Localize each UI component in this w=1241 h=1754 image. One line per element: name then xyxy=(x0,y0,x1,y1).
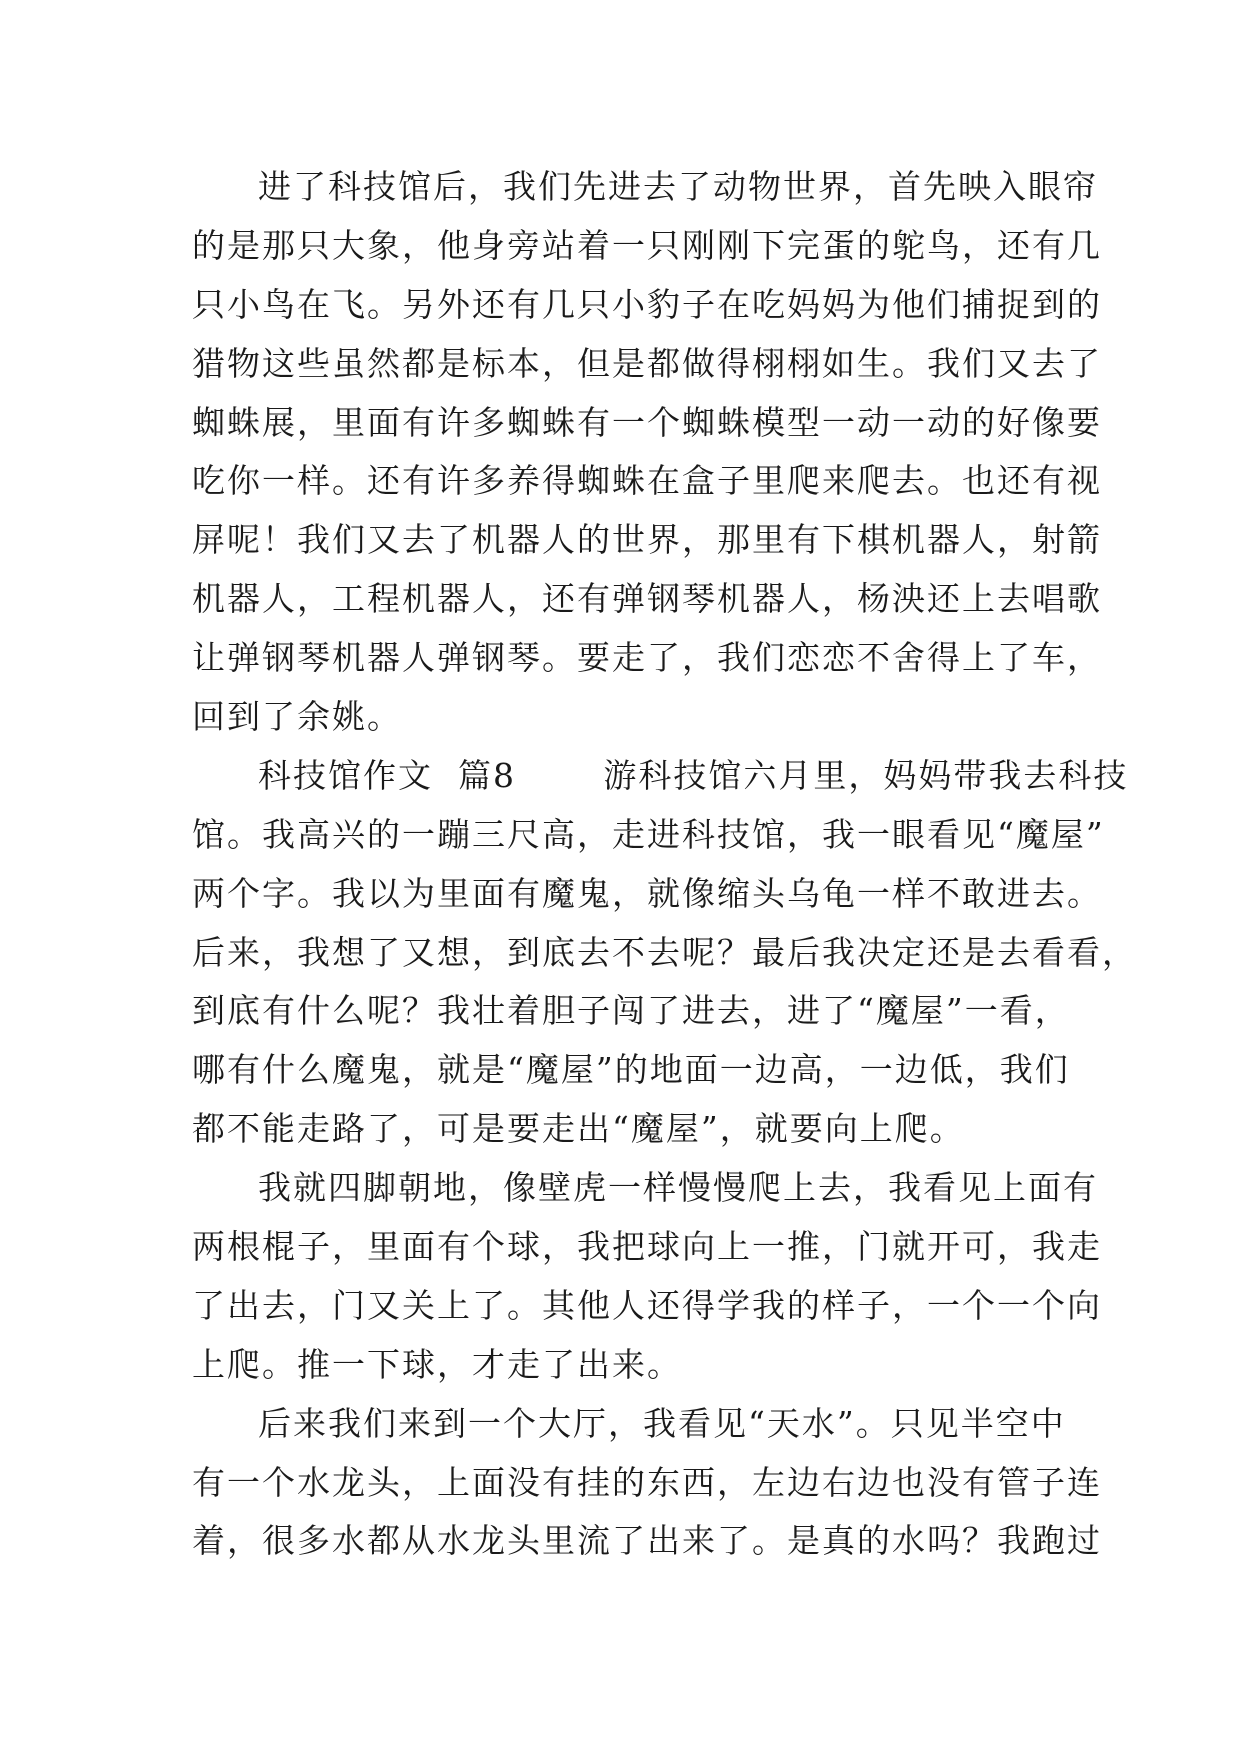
body-text xyxy=(192,158,1137,1571)
text-line: 屏呢！我们又去了机器人的世界，那里有下棋机器人，射箭 xyxy=(192,520,1102,560)
text-line: 有一个水龙头，上面没有挂的东西，左边右边也没有管子连 xyxy=(192,1462,1102,1502)
text-line: 吃你一样。还有许多养得蜘蛛在盒子里爬来爬去。也还有视 xyxy=(192,461,1102,501)
text-line: 我就四脚朝地，像壁虎一样慢慢爬上去，我看见上面有 xyxy=(258,1168,1098,1208)
text-line: 着，很多水都从水龙头里流了出来了。是真的水吗？我跑过 xyxy=(192,1521,1102,1561)
text-line: 到底有什么呢？我壮着胆子闯了进去，进了“魔屋”一看， xyxy=(192,991,1070,1031)
text-line: 回到了余姚。 xyxy=(192,697,402,737)
section-heading-line: 科技馆作文 篇8 游科技馆六月里，妈妈带我去科技 xyxy=(258,755,1129,795)
text-line: 蜘蛛展，里面有许多蜘蛛有一个蜘蛛模型一动一动的好像要 xyxy=(192,402,1102,442)
text-line: 的是那只大象，他身旁站着一只刚刚下完蛋的鸵鸟，还有几 xyxy=(192,225,1102,265)
text-line: 后来，我想了又想，到底去不去呢？最后我决定还是去看看， xyxy=(192,932,1137,972)
text-line: 让弹钢琴机器人弹钢琴。要走了，我们恋恋不舍得上了车， xyxy=(192,638,1102,678)
text-line: 两根棍子，里面有个球，我把球向上一推，门就开可，我走 xyxy=(192,1227,1102,1267)
text-line: 上爬。推一下球，才走了出来。 xyxy=(192,1344,682,1384)
text-line: 两个字。我以为里面有魔鬼，就像缩头乌龟一样不敢进去。 xyxy=(192,873,1102,913)
text-line: 进了科技馆后，我们先进去了动物世界，首先映入眼帘 xyxy=(258,167,1098,206)
text-line: 后来我们来到一个大厅，我看见“天水”。只见半空中 xyxy=(258,1403,1066,1443)
text-line: 哪有什么魔鬼，就是“魔屋”的地面一边高，一边低，我们 xyxy=(192,1050,1070,1090)
text-line: 只小鸟在飞。另外还有几只小豹子在吃妈妈为他们捕捉到的 xyxy=(192,284,1102,324)
text-line: 机器人，工程机器人，还有弹钢琴机器人，杨泱还上去唱歌 xyxy=(192,579,1102,619)
text-line: 了出去，门又关上了。其他人还得学我的样子，一个一个向 xyxy=(192,1285,1102,1325)
text-line: 都不能走路了，可是要走出“魔屋”，就要向上爬。 xyxy=(192,1109,965,1149)
text-line: 猎物这些虽然都是标本，但是都做得栩栩如生。我们又去了 xyxy=(192,343,1102,383)
text-line: 馆。我高兴的一蹦三尺高，走进科技馆，我一眼看见“魔屋” xyxy=(192,814,1105,854)
